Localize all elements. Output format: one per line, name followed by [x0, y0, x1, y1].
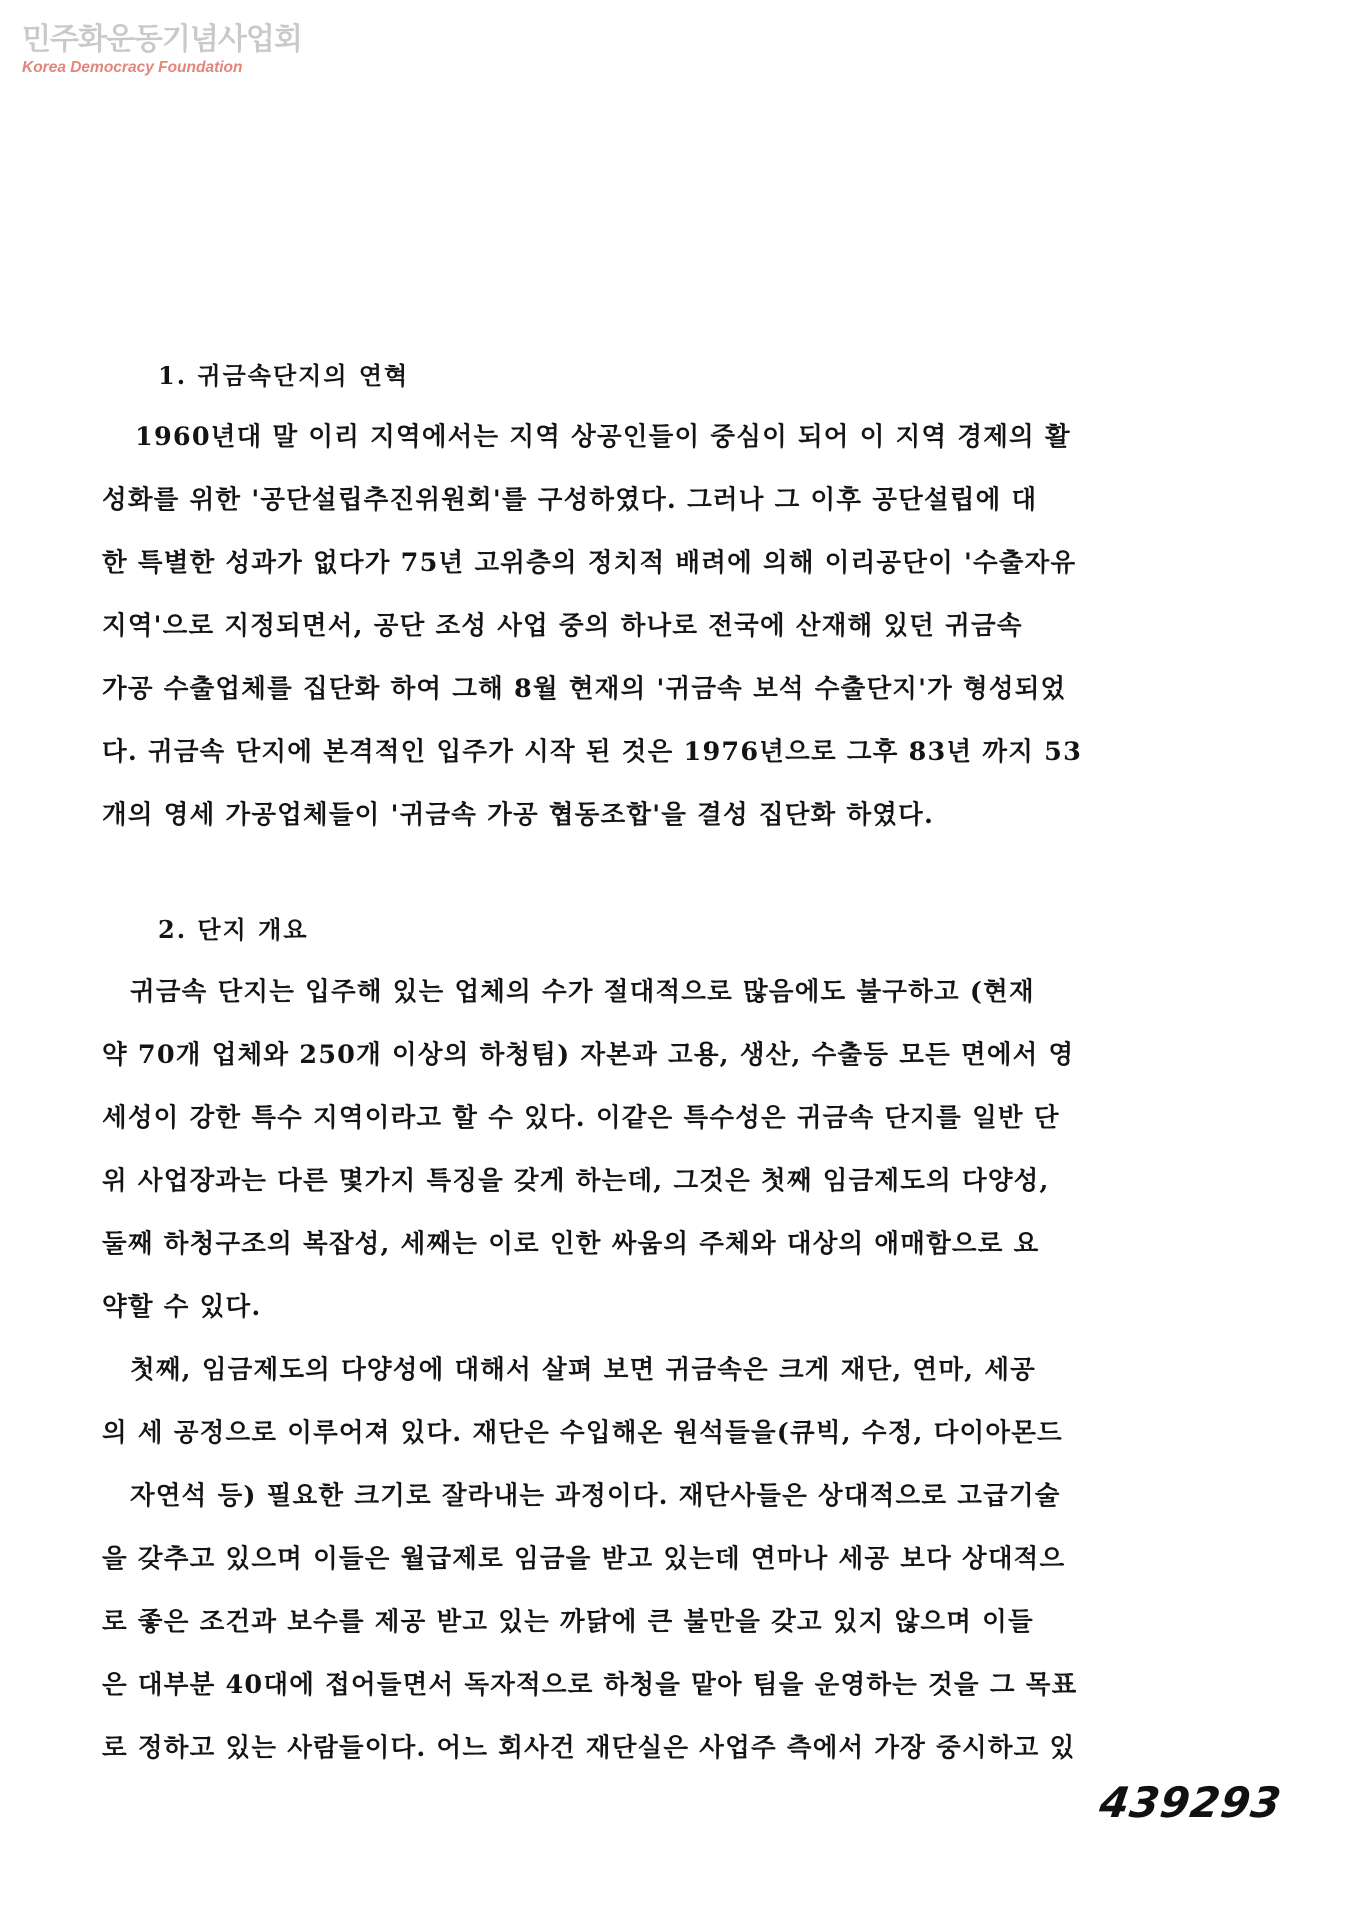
watermark-logo: [22, 22, 322, 78]
paragraph-line: 지역'으로 지정되면서, 공단 조성 사업 중의 하나로 전국에 산재해 있던 귀금속: [102, 611, 1023, 641]
paragraph-line: 자연석 등) 필요한 크기로 잘라내는 과정이다. 재단사들은 상대적으로 고급기술: [130, 1481, 1061, 1511]
section-title-history: 1. 귀금속단지의 연혁: [158, 361, 410, 390]
paragraph-line: 둘째 하청구조의 복잡성, 세째는 이로 인한 싸움의 주체와 대상의 애매함으로 요: [102, 1229, 1040, 1259]
paragraph-line: 다. 귀금속 단지에 본격적인 입주가 시작 된 것은 1976년으로 그후 83년 까지 53: [102, 737, 1083, 767]
paragraph-line: 세성이 강한 특수 지역이라고 할 수 있다. 이같은 특수성은 귀금속 단지를 일반 단: [102, 1103, 1060, 1133]
paragraph-line: 가공 수출업체를 집단화 하여 그해 8월 현재의 '귀금속 보석 수출단지'가 형성되었: [102, 674, 1067, 704]
paragraph-line: 성화를 위한 '공단설립추진위원회'를 구성하였다. 그러나 그 이후 공단설립에 대: [102, 485, 1038, 515]
paragraph-line: 의 세 공정으로 이루어져 있다. 재단은 수입해온 원석들을(큐빅, 수정, 다이아몬드: [102, 1418, 1063, 1448]
paragraph-line: 위 사업장과는 다른 몇가지 특징을 갖게 하는데, 그것은 첫째 임금제도의 다양성,: [102, 1166, 1050, 1196]
watermark-english: Korea Democracy Foundation: [22, 59, 243, 76]
paragraph-line: 귀금속 단지는 입주해 있는 업체의 수가 절대적으로 많음에도 불구하고 (현재: [130, 977, 1035, 1007]
paragraph-line: 첫째, 임금제도의 다양성에 대해서 살펴 보면 귀금속은 크게 재단, 연마, 세공: [130, 1355, 1037, 1385]
paragraph-line: 1960년대 말 이리 지역에서는 지역 상공인들이 중심이 되어 이 지역 경제의 활: [135, 422, 1071, 452]
paragraph-line: 약 70개 업체와 250개 이상의 하청팀) 자본과 고용, 생산, 수출등 모든 면에서 영: [102, 1040, 1075, 1070]
paragraph-line: 을 갖추고 있으며 이들은 월급제로 임금을 받고 있는데 연마나 세공 보다 상대적으: [102, 1544, 1066, 1574]
paragraph-line: 한 특별한 성과가 없다가 75년 고위층의 정치적 배려에 의해 이리공단이 '수출자유: [102, 548, 1077, 578]
handwritten-page-number: 439293: [1096, 1778, 1285, 1827]
paragraph-line: 약할 수 있다.: [102, 1292, 262, 1322]
paragraph-line: 로 좋은 조건과 보수를 제공 받고 있는 까닭에 큰 불만을 갖고 있지 않으며 이들: [102, 1607, 1034, 1637]
paragraph-line: 개의 영세 가공업체들이 '귀금속 가공 협동조합'을 결성 집단화 하였다.: [102, 800, 935, 830]
section-title-overview: 2. 단지 개요: [158, 915, 309, 944]
watermark-korean: 민주화운동기념사업회: [22, 22, 302, 57]
paragraph-line: 로 정하고 있는 사람들이다. 어느 회사건 재단실은 사업주 측에서 가장 중시하고 있: [102, 1733, 1076, 1763]
paragraph-line: 은 대부분 40대에 접어들면서 독자적으로 하청을 맡아 팀을 운영하는 것을 그 목표: [102, 1670, 1078, 1700]
